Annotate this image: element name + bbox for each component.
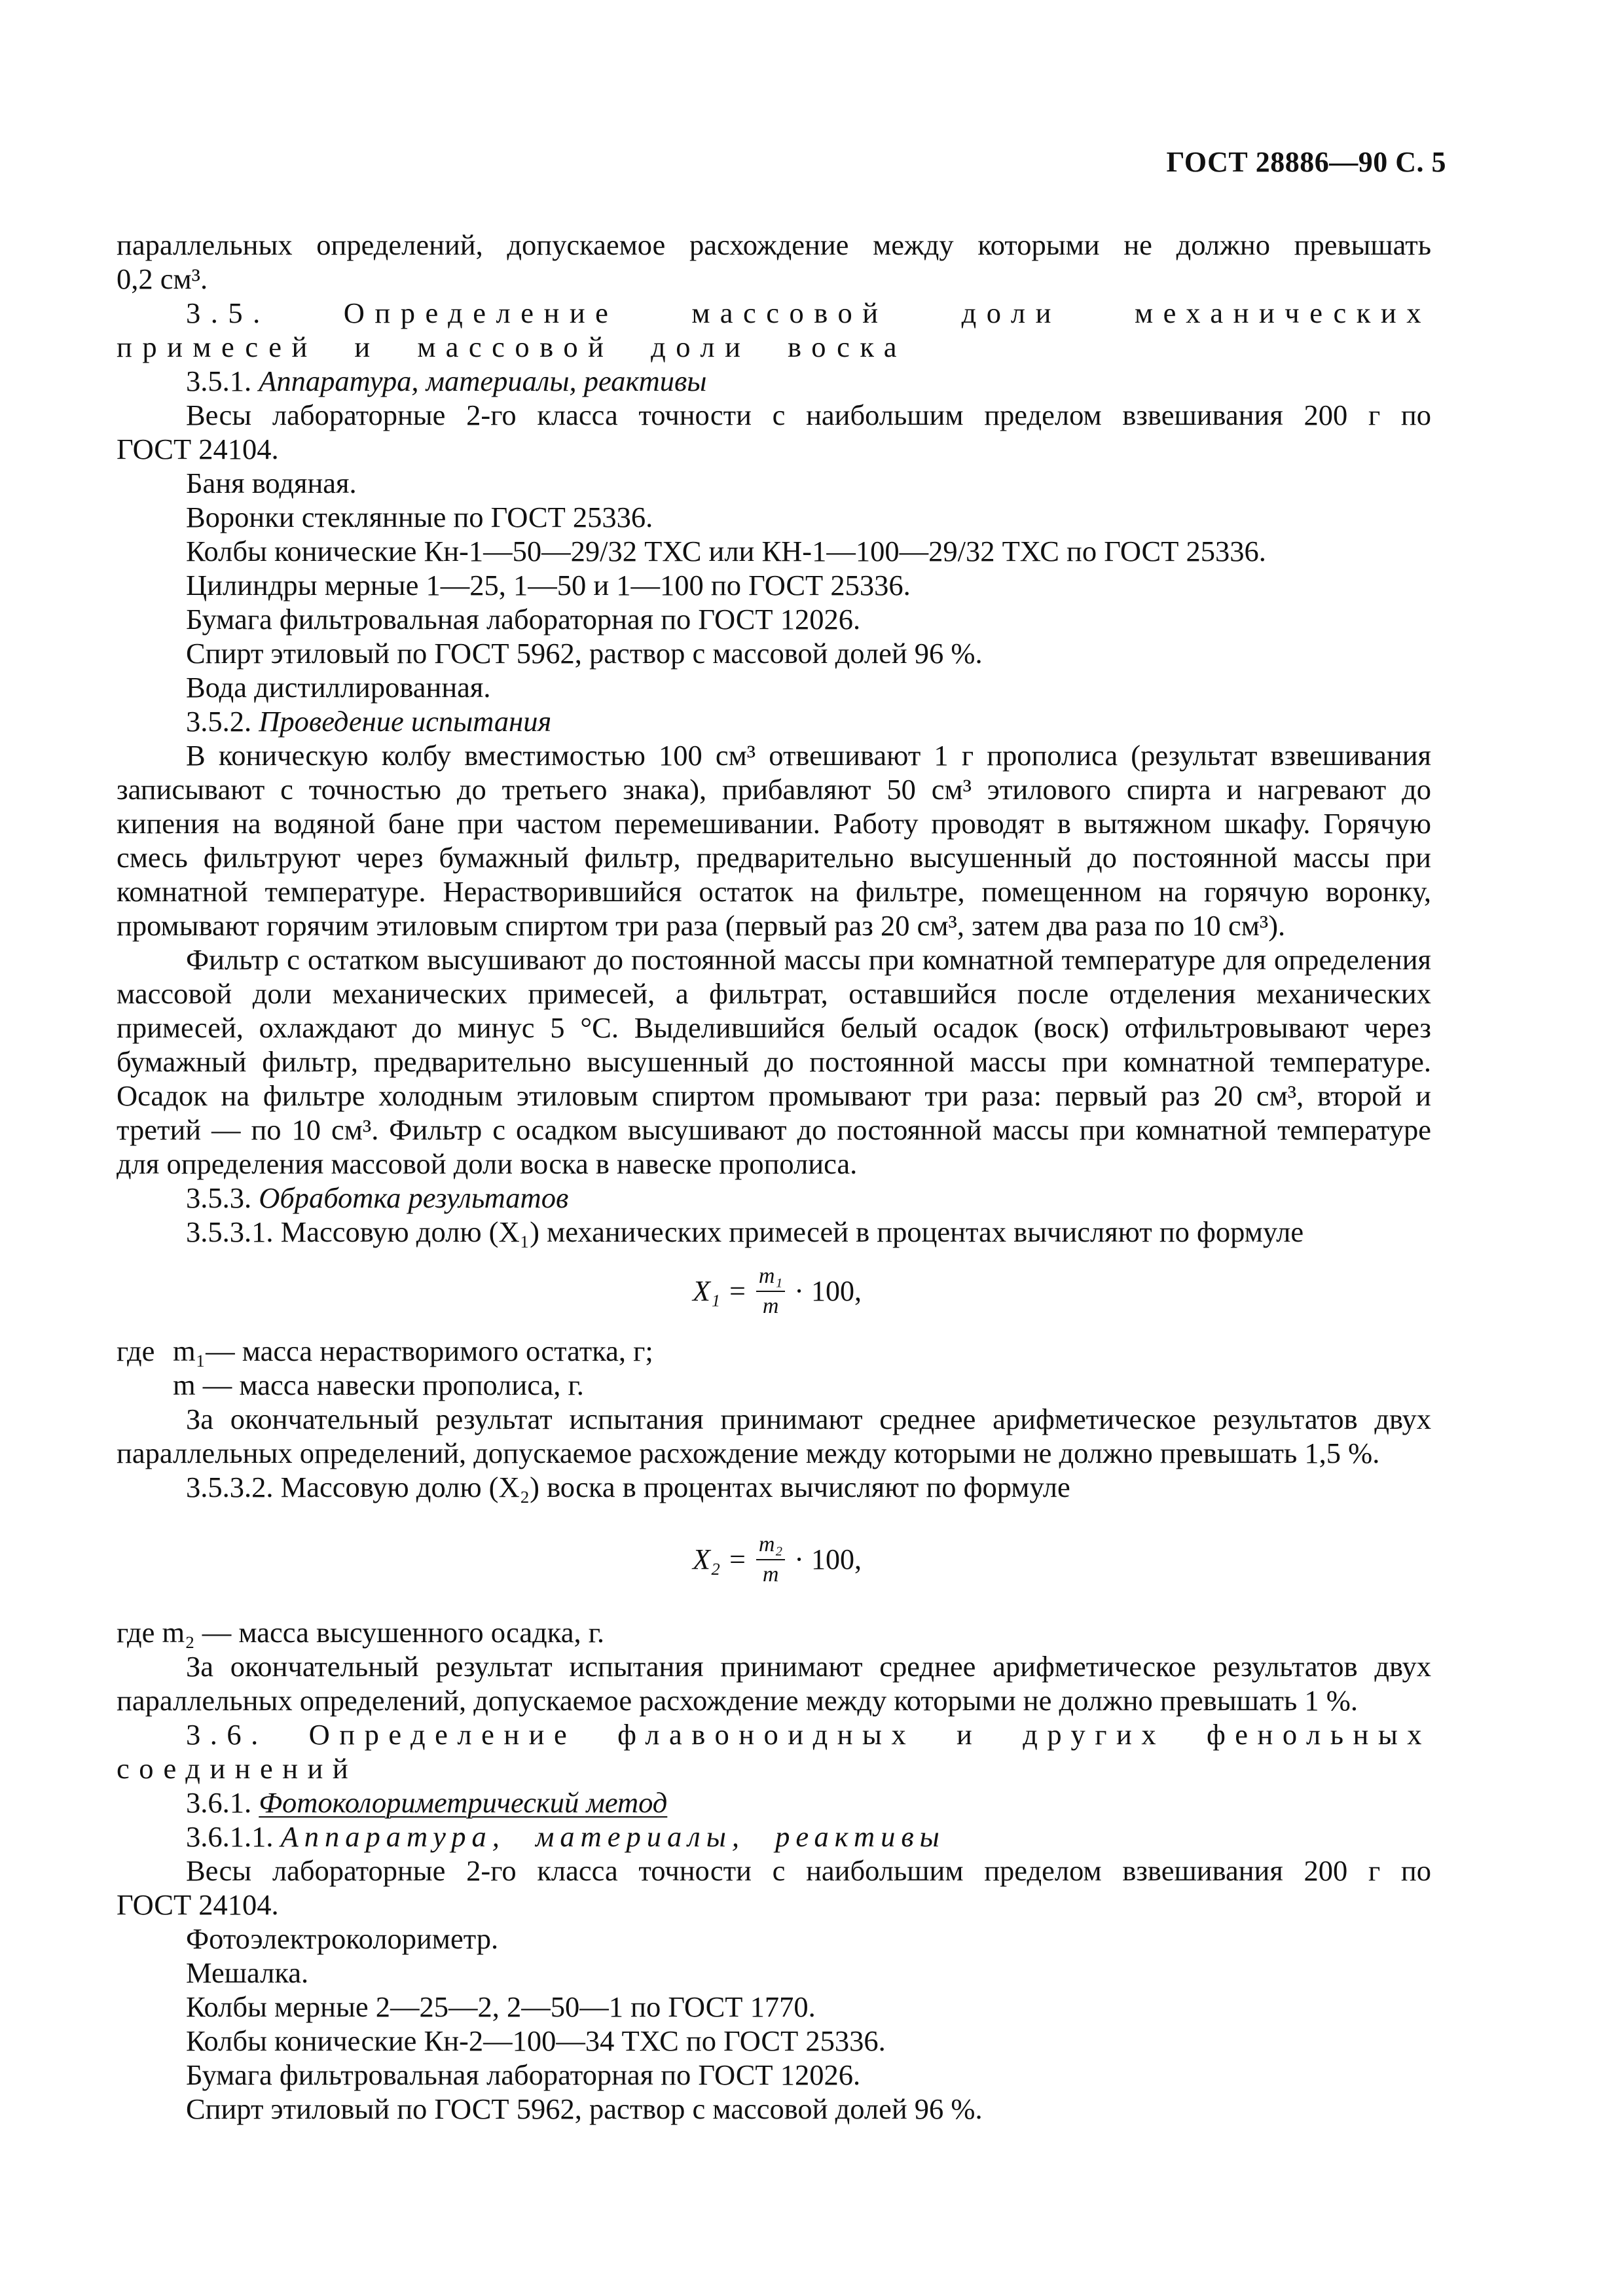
where-label: где — [117, 1335, 155, 1367]
paragraph-line: 0,2 см³. — [117, 262, 208, 295]
list-item: Спирт этиловый по ГОСТ 5962, раствор с массовой долей 96 %. — [186, 2092, 983, 2125]
formula-numerator: m₂ — [756, 1532, 785, 1560]
procedure-paragraph: В коническую колбу вместимостью 100 см³ отвешивают 1 г прополиса (результат взвешивания записывают с точностью до третьего знака), прибавляют 50 см³ этилового спирта и нагревают до кипения на водяной бане при частом перемешивании. Работу проводят в вытяжном шкафу. Горячую смесь фильтруют через бумажный фильтр, предварительно высушенный до постоянной массы при комнатной температуре. Нерастворившийся остаток на фильтре, помещенном на горячую воронку, промывают горячим этиловым спиртом три раза (первый раз 20 см³, затем два раза по 10 см³). — [117, 739, 1431, 942]
section-number: 3.5.3. — [186, 1181, 252, 1214]
formula-numerator: m₁ — [756, 1263, 785, 1292]
list-item: Воронки стеклянные по ГОСТ 25336. — [186, 501, 653, 533]
legend-item: m₁— масса нерастворимого остатка, г; — [173, 1335, 653, 1367]
formula-rhs: · 100, — [794, 1543, 862, 1575]
section-title: Фотоколориметрический метод — [259, 1786, 668, 1819]
subsection-heading-3-5-3 — [117, 1181, 1431, 1215]
document-body — [117, 228, 1431, 2126]
formula-legend: где m₂ — масса высушенного осадка, г. — [117, 1616, 605, 1649]
list-item: Колбы конические Кн-1—50—29/32 ТХС или КН-1—100—29/32 ТХС по ГОСТ 25336. — [186, 535, 1266, 567]
result-paragraph: За окончательный результат испытания принимают среднее арифметическое результатов двух параллельных определений, допускаемое расхождение между которыми не должно превышать 1 %. — [117, 1650, 1431, 1717]
formula-lhs: X₂ = — [693, 1543, 747, 1575]
section-title: Аппаратура, материалы, реактивы — [280, 1820, 945, 1853]
section-title: Проведение испытания — [259, 705, 552, 738]
clause-3-5-3-1: 3.5.3.1. Массовую долю (X₁) механических примесей в процентах вычисляют по формуле — [186, 1215, 1304, 1248]
list-item: Колбы конические Кн-2—100—34 ТХС по ГОСТ 25336. — [186, 2024, 886, 2057]
list-item: Цилиндры мерные 1—25, 1—50 и 1—100 по ГОСТ 25336. — [186, 569, 911, 601]
section-number: 3.6.1. — [186, 1786, 252, 1819]
clause-3-5-3-2: 3.5.3.2. Массовую долю (X₂) воска в процентах вычисляют по формуле — [186, 1471, 1070, 1503]
list-item: Бумага фильтровальная лабораторная по ГОСТ 12026. — [186, 603, 861, 636]
formula-denominator: m — [762, 1562, 779, 1587]
section-number: 3.5.1. — [186, 365, 252, 397]
section-title: Аппаратура, материалы, реактивы — [259, 365, 707, 397]
list-item: Колбы мерные 2—25—2, 2—50—1 по ГОСТ 1770. — [186, 1990, 816, 2023]
section-heading-3-5: 3.5. Определение массовой доли механических примесей и массовой доли воска — [117, 296, 1431, 363]
subsection-heading-3-6-1-1 — [117, 1820, 1431, 1854]
list-item: Мешалка. — [186, 1956, 309, 1989]
subsection-heading-3-5-1 — [117, 364, 1431, 398]
formula-rhs: · 100, — [794, 1275, 862, 1307]
list-item-continuation: ГОСТ 24104. — [117, 1888, 279, 1921]
list-item: Весы лабораторные 2-го класса точности с наибольшим пределом взвешивания 200 г по — [186, 399, 1431, 431]
paragraph-line: параллельных определений, допускаемое расхождение между которыми не должно превышать — [117, 228, 1431, 261]
formula-x1 — [117, 1249, 1431, 1334]
list-item-continuation: ГОСТ 24104. — [117, 433, 279, 465]
formula-lhs: X₁ = — [693, 1275, 747, 1307]
section-number: 3.5.2. — [186, 705, 252, 738]
list-item: Бумага фильтровальная лабораторная по ГОСТ 12026. — [186, 2058, 861, 2091]
formula-legend — [117, 1334, 1431, 1368]
subsection-heading-3-6-1 — [117, 1785, 1431, 1820]
result-paragraph: За окончательный результат испытания принимают среднее арифметическое результатов двух параллельных определений, допускаемое расхождение между которыми не должно превышать 1,5 %. — [117, 1403, 1431, 1469]
formula-denominator: m — [762, 1294, 779, 1318]
list-item: Вода дистиллированная. — [186, 671, 491, 704]
formula-fraction — [756, 1532, 785, 1588]
formula-fraction — [756, 1263, 785, 1319]
legend-item: m — масса навески прополиса, г. — [173, 1369, 584, 1401]
list-item: Спирт этиловый по ГОСТ 5962, раствор с массовой долей 96 %. — [186, 637, 983, 670]
section-number: 3.6.1.1. — [186, 1820, 274, 1853]
section-heading-3-6: 3.6. Определение флавоноидных и других фенольных соединений — [117, 1718, 1431, 1785]
list-item: Весы лабораторные 2-го класса точности с наибольшим пределом взвешивания 200 г по — [186, 1854, 1431, 1887]
page-header: ГОСТ 28886—90 С. 5 — [1166, 146, 1446, 178]
section-title: Обработка результатов — [259, 1181, 569, 1214]
procedure-paragraph: Фильтр с остатком высушивают до постоянной массы при комнатной температуре для определения массовой доли механических примесей, а фильтрат, оставшийся после отделения механических примесей, охлаждают до минус 5 °С. Выделившийся белый осадок (воск) отфильтровывают через бумажный фильтр, предварительно высушенный до постоянной массы при комнатной температуре. Осадок на фильтре холодным этиловым спиртом промывают три раза: первый раз 20 см³, второй и третий — по 10 см³. Фильтр с осадком высушивают до постоянной массы при комнатной температуре для определения массовой доли воска в навеске прополиса. — [117, 943, 1431, 1180]
formula-x2 — [117, 1504, 1431, 1615]
subsection-heading-3-5-2 — [117, 704, 1431, 738]
list-item: Баня водяная. — [186, 467, 357, 499]
list-item: Фотоэлектроколориметр. — [186, 1922, 499, 1955]
